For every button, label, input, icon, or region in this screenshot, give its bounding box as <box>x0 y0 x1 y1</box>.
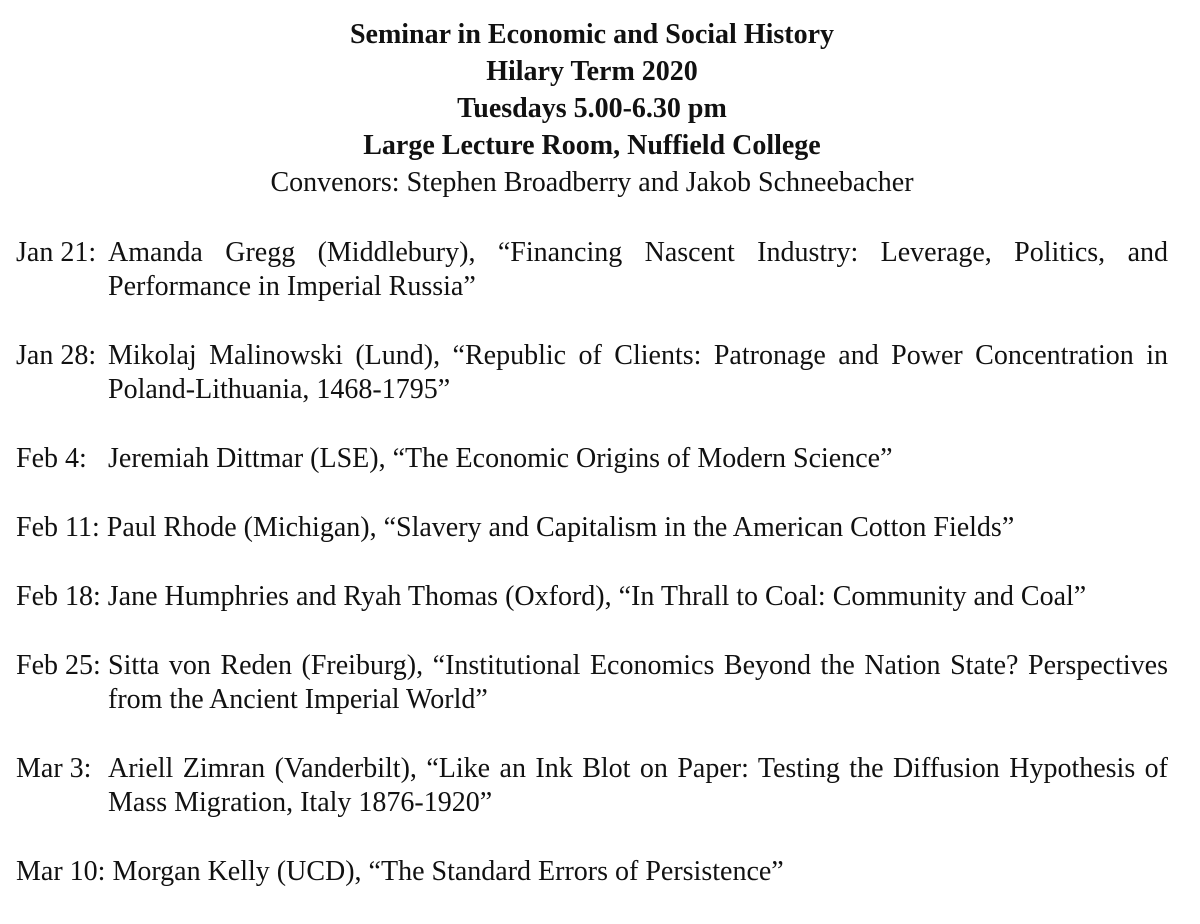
schedule-entry-feb-11 <box>16 511 1168 545</box>
entry-text: Jane Humphries and Ryah Thomas (Oxford), “In Thrall to Coal: Community and Coal” <box>107 581 1087 612</box>
schedule-entry-jan-28 <box>16 339 1168 407</box>
schedule-entry-mar-10 <box>16 855 1168 889</box>
entry-text: Paul Rhode (Michigan), “Slavery and Capitalism in the American Cotton Fields” <box>106 512 1015 543</box>
entry-date: Feb 25: <box>16 650 101 681</box>
document-header <box>0 16 1184 201</box>
schedule-entry-jan-21 <box>16 236 1168 304</box>
entry-date: Feb 18: <box>16 581 101 612</box>
schedule-entry-feb-18 <box>16 580 1168 614</box>
entry-text: Sitta von Reden (Freiburg), “Institutional Economics Beyond the Nation State? Perspectives from the Ancient Imperial World” <box>108 650 1168 715</box>
schedule-entry-feb-25 <box>16 649 1168 717</box>
term-heading: Hilary Term 2020 <box>486 56 698 87</box>
entry-text: Morgan Kelly (UCD), “The Standard Errors of Persistence” <box>112 856 784 887</box>
entry-date: Jan 28: <box>16 340 97 371</box>
schedule-entry-feb-4 <box>16 442 1168 476</box>
entry-text: Jeremiah Dittmar (LSE), “The Economic Origins of Modern Science” <box>108 443 893 474</box>
meeting-location: Large Lecture Room, Nuffield College <box>363 130 821 161</box>
entry-date: Feb 4: <box>16 443 87 474</box>
entry-text: Mikolaj Malinowski (Lund), “Republic of Clients: Patronage and Power Concentration in Poland-Lithuania, 1468-1795” <box>108 340 1168 405</box>
meeting-time: Tuesdays 5.00-6.30 pm <box>457 93 727 124</box>
schedule-list <box>16 236 1168 924</box>
entry-date: Jan 21: <box>16 237 97 268</box>
convenors-line: Convenors: Stephen Broadberry and Jakob Schneebacher <box>270 167 914 198</box>
entry-text: Amanda Gregg (Middlebury), “Financing Nascent Industry: Leverage, Politics, and Performance in Imperial Russia” <box>108 237 1168 302</box>
entry-date: Feb 11: <box>16 512 100 543</box>
entry-date: Mar 3: <box>16 753 92 784</box>
schedule-entry-mar-3 <box>16 752 1168 820</box>
entry-date: Mar 10: <box>16 856 106 887</box>
entry-text: Ariell Zimran (Vanderbilt), “Like an Ink Blot on Paper: Testing the Diffusion Hypothesis of Mass Migration, Italy 1876-1920” <box>108 753 1168 818</box>
seminar-title: Seminar in Economic and Social History <box>349 19 835 50</box>
